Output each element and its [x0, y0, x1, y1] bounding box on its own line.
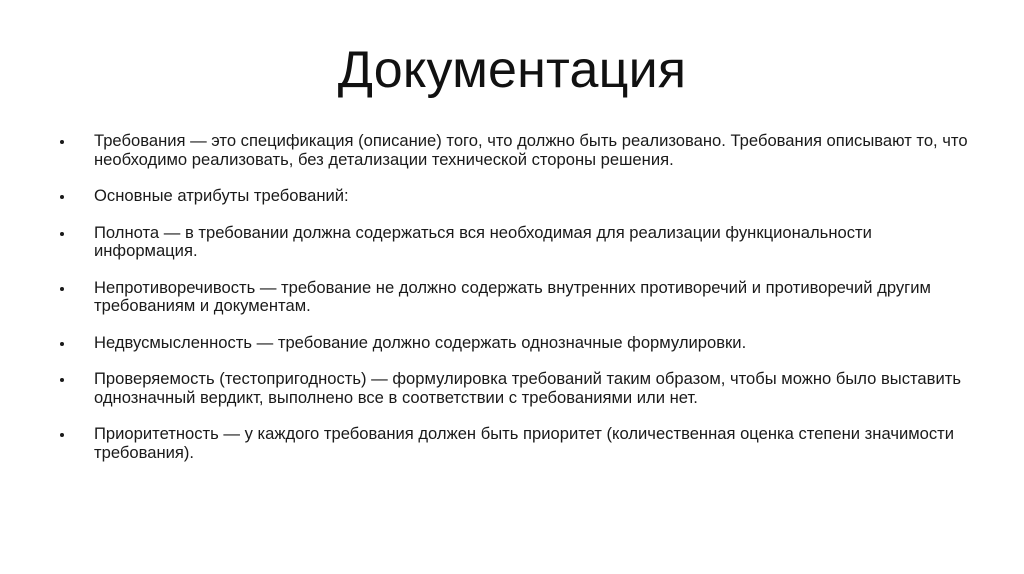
- bullet-item-consistency: [60, 279, 970, 316]
- bullet-icon: [60, 195, 64, 199]
- bullet-icon: [60, 378, 64, 382]
- bullet-icon: [60, 232, 64, 236]
- bullet-text: Требования — это спецификация (описание) того, что должно быть реализовано. Требования описывают то, что необходимо реализовать, без детализации технической стороны решения.: [94, 131, 968, 169]
- bullet-text: Непротиворечивость — требование не должно содержать внутренних противоречий и противоречий другим требованиям и документам.: [94, 277, 931, 315]
- bullet-item-unambiguity: [60, 334, 970, 353]
- bullet-icon: [60, 342, 64, 346]
- bullet-item-completeness: [60, 224, 970, 261]
- bullet-text: Полнота — в требовании должна содержаться вся необходимая для реализации функциональности информация.: [94, 222, 872, 260]
- bullet-text: Проверяемость (тестопригодность) — формулировка требований таким образом, чтобы можно было выставить однозначный вердикт, выполнено все в соответствии с требованиями или нет.: [94, 369, 961, 407]
- bullet-icon: [60, 433, 64, 437]
- bullet-item-verifiability: [60, 370, 970, 407]
- bullet-icon: [60, 140, 64, 144]
- bullet-text: Приоритетность — у каждого требования должен быть приоритет (количественная оценка степени значимости требования).: [94, 424, 955, 462]
- bullet-item-requirements-definition: [60, 132, 970, 169]
- bullet-text: Основные атрибуты требований:: [94, 186, 349, 205]
- bullet-item-priority: [60, 425, 970, 462]
- bullet-text: Недвусмысленность — требование должно содержать однозначные формулировки.: [94, 332, 747, 352]
- bullet-list: [60, 132, 970, 480]
- slide-title: Документация: [337, 41, 687, 99]
- bullet-item-main-attributes: [60, 187, 970, 206]
- bullet-icon: [60, 287, 64, 291]
